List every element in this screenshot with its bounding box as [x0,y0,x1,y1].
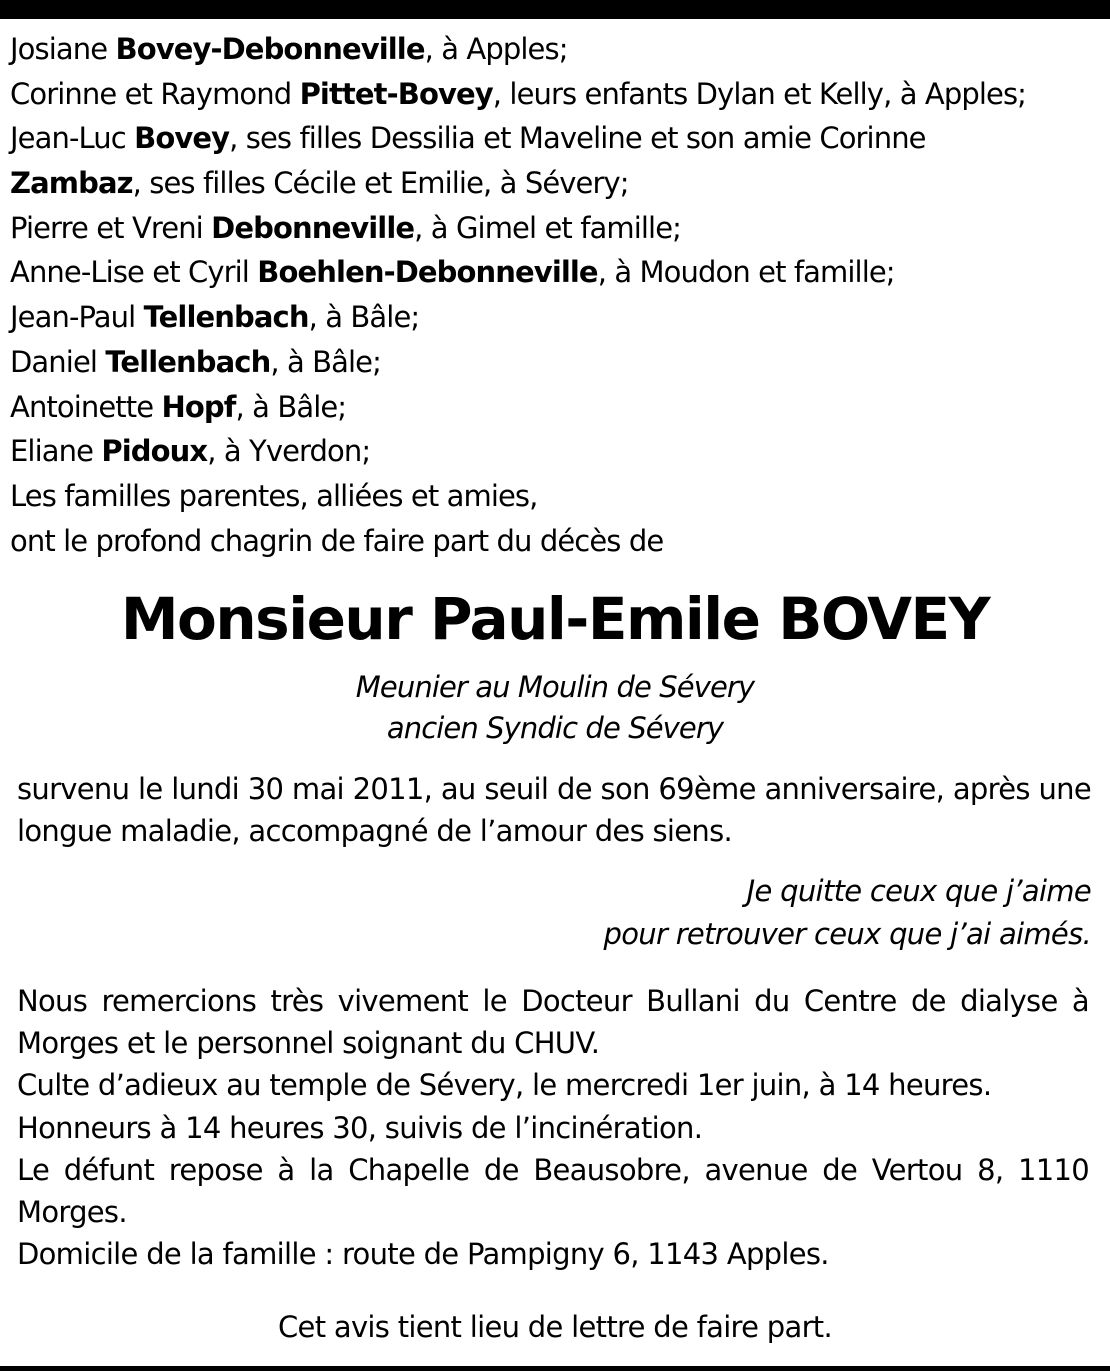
family-location: , à Yverdon; [207,434,371,469]
deceased-name: Monsieur Paul-Emile BOVEY [120,585,990,653]
honors-info: Honneurs à 14 heures 30, suivis de l’incinération. [17,1110,703,1145]
death-notice: survenu le lundi 30 mai 2011, au seuil de son 69ème anniversaire, après une longue maladie, accompagné de l’amour des siens. [17,772,1091,848]
family-given-names: Corinne et Raymond [10,76,300,111]
ceremony-info: Culte d’adieux au temple de Sévery, le mercredi 1er juin, à 14 heures. [17,1068,992,1103]
family-surname: Bovey-Debonneville [115,32,425,66]
family-given-names: Josiane [10,32,116,66]
family-surname: Bovey [134,121,230,156]
family-line [10,116,1106,161]
resting-place-info: Le défunt repose à la Chapelle de Beausobre, avenue de Vertou 8, 1110 Morges. [17,1152,1089,1230]
family-line [10,385,1106,430]
bottom-border-rule [0,1366,1110,1371]
family-given-names: Jean-Luc [10,121,135,156]
closing-note: Cet avis tient lieu de lettre de faire part. [278,1310,832,1344]
family-location: , leurs enfants Dylan et Kelly, à Apples; [492,76,1027,111]
family-home-info: Domicile de la famille : route de Pampigny 6, 1143 Apples. [17,1237,829,1272]
family-line [10,295,1106,340]
family-line [10,206,1106,251]
family-location: , ses filles Dessilia et Maveline et son amie Corinne [229,121,926,156]
family-surname: Debonneville [211,210,415,245]
family-given-names: Anne-Lise et Cyril [10,255,258,290]
family-given-names: Daniel [10,344,106,379]
family-surname: Tellenbach [143,300,309,335]
family-given-names: Pierre et Vreni [10,210,212,245]
family-line [10,250,1106,295]
top-border-rule [0,0,1110,19]
family-surname: Tellenbach [105,344,271,379]
service-details [17,980,1089,1275]
deceased-titles [0,667,1110,749]
quote-line: Je quitte ceux que j’aime [746,874,1091,908]
family-location: , à Bâle; [270,344,381,379]
family-line [10,340,1106,385]
family-location: , à Moudon et famille; [597,255,895,290]
relatives-line: Les familles parentes, alliées et amies, [10,478,538,513]
family-line [10,429,1106,474]
family-surname: Pittet-Bovey [299,76,493,111]
family-line [10,72,1106,117]
family-surname: Hopf [161,389,236,424]
family-location: , à Gimel et famille; [414,210,682,245]
family-location: , à Bâle; [235,389,347,424]
occupation-title: Meunier au Moulin de Sévery [355,670,755,704]
former-office-title: ancien Syndic de Sévery [386,711,724,745]
family-list [10,27,1106,563]
family-surname: Boehlen-Debonneville [257,255,598,290]
family-surname: Pidoux [101,434,208,469]
family-location: , à Bâle; [308,300,420,335]
family-given-names: Jean-Paul [10,300,144,335]
family-surname: Zambaz [10,166,133,201]
family-given-names: Eliane [10,434,102,469]
family-line [10,161,1106,206]
family-location: , ses filles Cécile et Emilie, à Sévery; [132,166,629,201]
announcement-line: ont le profond chagrin de faire part du décès de [10,523,664,558]
quote-line: pour retrouver ceux que j’ai aimés. [603,917,1091,951]
family-line [10,27,1106,72]
family-location: , à Apples; [424,32,568,66]
memorial-quote [604,870,1091,956]
family-given-names: Antoinette [10,389,162,424]
thanks-note: Nous remercions très vivement le Docteur Bullani du Centre de dialyse à Morges et le personnel soignant du CHUV. [17,984,1089,1061]
